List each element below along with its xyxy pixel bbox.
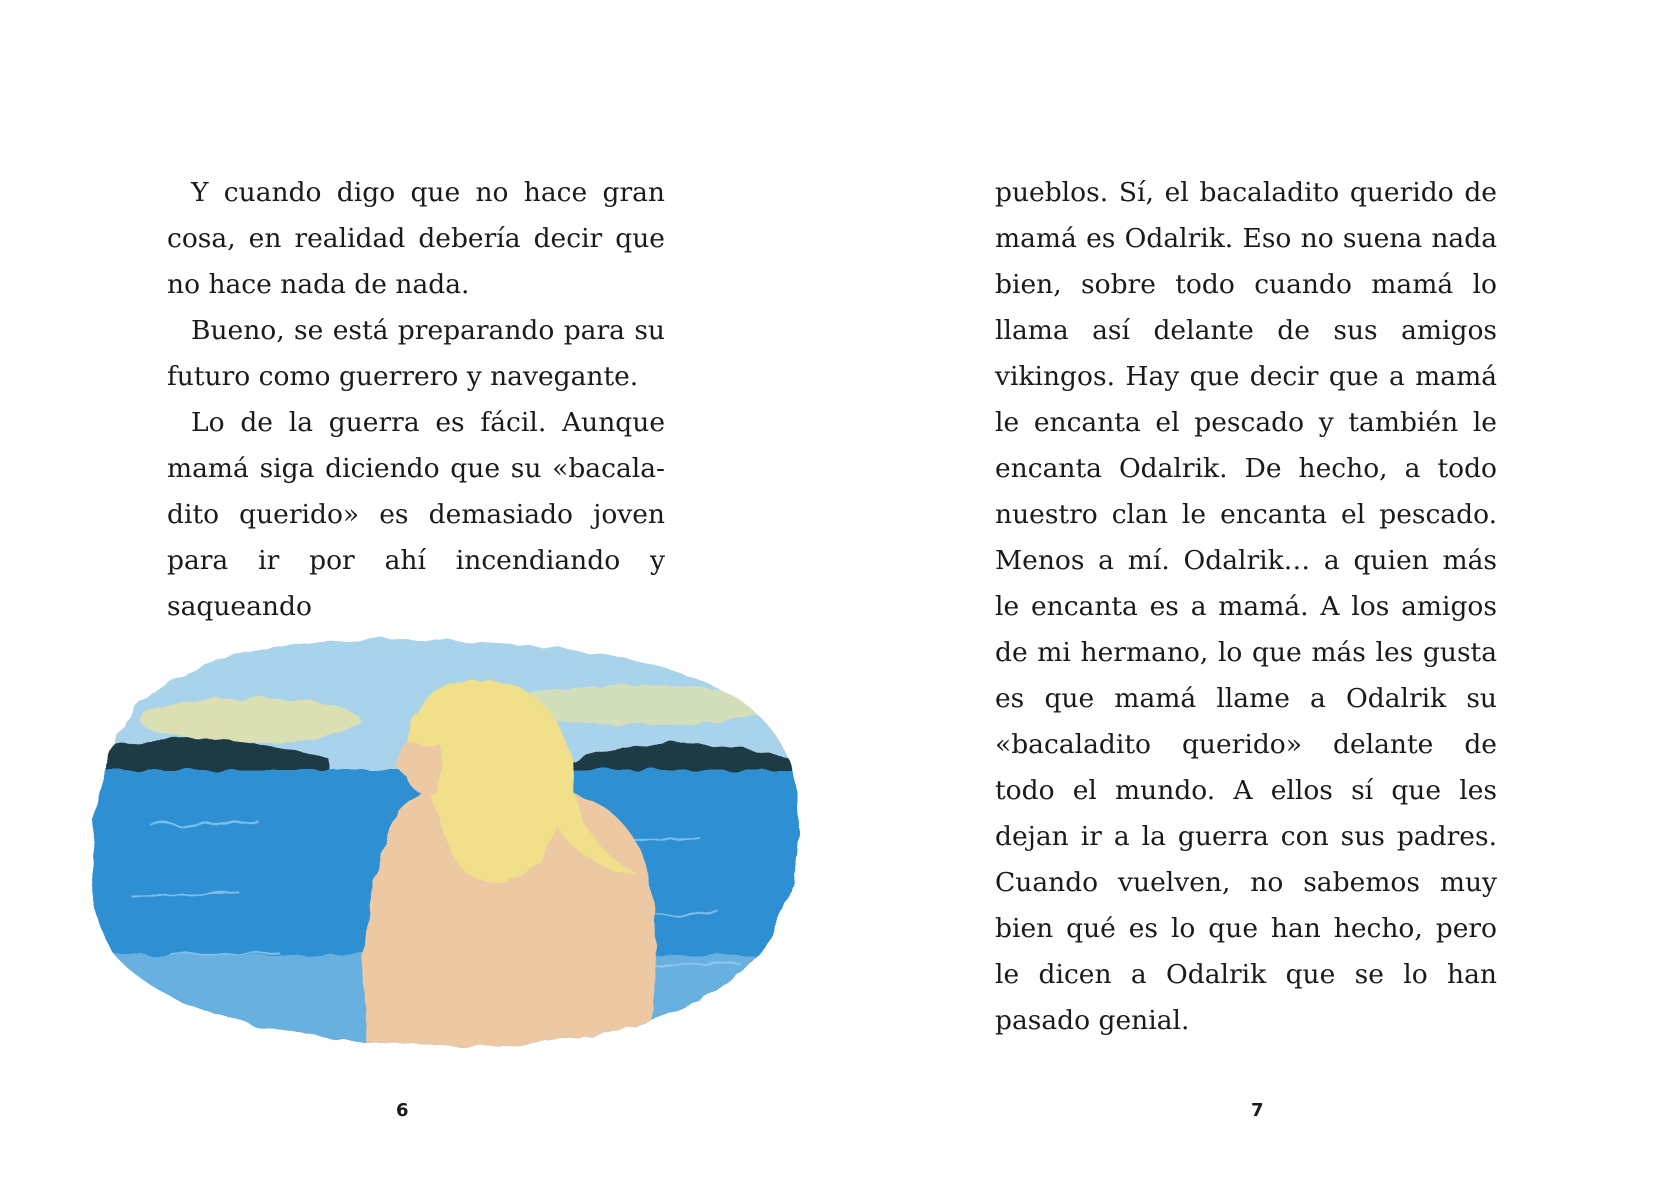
left-page-text bbox=[167, 170, 665, 630]
viking-at-sea-illustration bbox=[0, 625, 827, 1055]
paragraph: Y cuando digo que no hace gran cosa, en realidad debería decir que no hace nada de nada. bbox=[167, 177, 665, 300]
paragraph: Lo de la guerra es fácil. Aunque mamá siga diciendo que su «bacaladito querido» es demasiado joven para ir por ahí incendiando y saqueando bbox=[167, 407, 665, 622]
page-number-right: 7 bbox=[1251, 1100, 1264, 1121]
paragraph: pueblos. Sí, el bacaladito querido de mamá es Odalrik. Eso no suena nada bien, sobre todo cuando mamá lo llama así delante de sus amigos vikingos. Hay que decir que a mamá le encanta el pescado y también le encanta Odalrik. De hecho, a todo nuestro clan le encanta el pescado. Menos a mí. Odalrik… a quien más le encanta es a mamá. A los amigos de mi hermano, lo que más les gusta es que mamá llame a Odalrik su «bacaladito querido» delante de todo el mundo. A ellos sí que les dejan ir a la guerra con sus padres. Cuando vuelven, no sabemos muy bien qué es lo que han hecho, pero le dicen a Odalrik que se lo han pasado genial. bbox=[995, 177, 1497, 1036]
right-page-text bbox=[995, 170, 1497, 1044]
cloud bbox=[140, 698, 360, 742]
paragraph: Bueno, se está preparando para su futuro como guerrero y navegante. bbox=[167, 315, 665, 392]
right-page bbox=[827, 0, 1654, 1181]
page-number-left: 6 bbox=[396, 1100, 409, 1121]
